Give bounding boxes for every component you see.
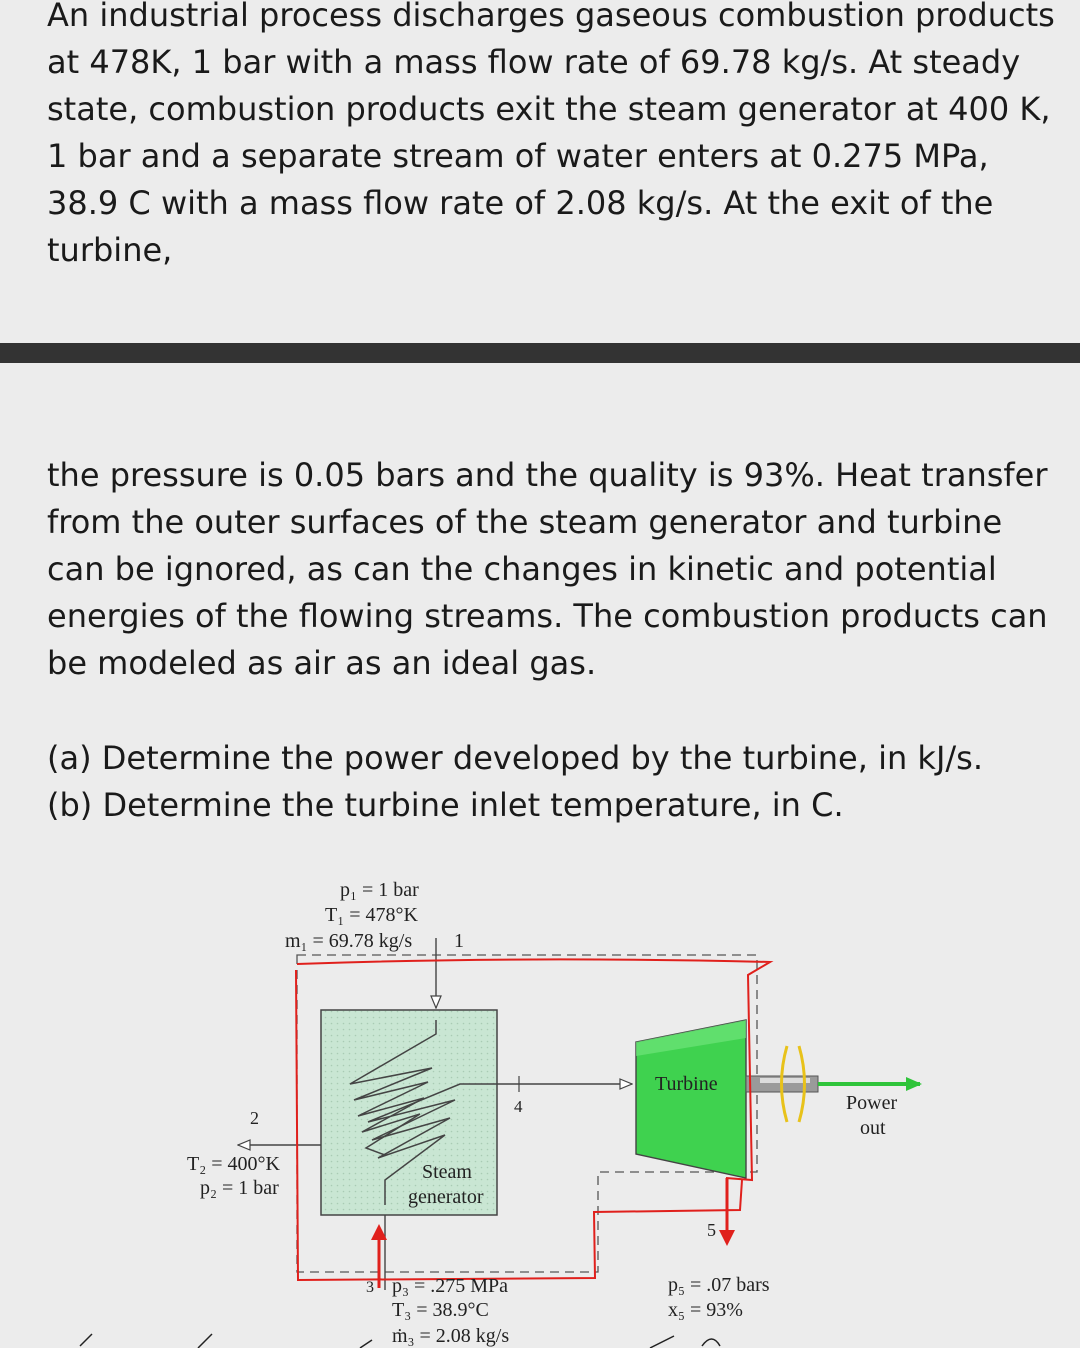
state3-pressure: p₃ = .275 MPa (392, 1275, 509, 1297)
power-out-label-line2: out (860, 1117, 886, 1139)
state1-temperature: T₁ = 478°K (325, 904, 418, 926)
state1-pressure: p₁ = 1 bar (340, 879, 419, 901)
turbine-label: Turbine (655, 1073, 718, 1095)
state4-number: 4 (514, 1097, 523, 1116)
steam-generator-label-line2: generator (408, 1186, 484, 1208)
state2-number: 2 (250, 1108, 259, 1128)
state3-temperature: T₃ = 38.9°C (392, 1299, 489, 1321)
state3-number: 3 (366, 1279, 374, 1296)
steam-generator-label-line1: Steam (422, 1161, 472, 1183)
state1-mass-flow: m₁ = 69.78 kg/s (285, 930, 413, 952)
problem-paragraph-1: An industrial process discharges gaseous combustion products at 478K, 1 bar with a mass flow rate of 69.78 kg/s. At steady state, combustion products exit the steam generator at 400 K, 1 bar and a separate stream of water enters at 0.275 MPa, 38.9 C with a mass flow rate of 2.08 kg/s. At the exit of the turbine, (47, 0, 1055, 269)
system-diagram (0, 860, 1080, 1348)
question-part-b: (b) Determine the turbine inlet temperature, in C. (47, 786, 844, 824)
state3-mass-flow: ṁ₃ = 2.08 kg/s (392, 1325, 510, 1347)
power-out-label-line1: Power (846, 1092, 898, 1114)
state5-quality: x₅ = 93% (668, 1299, 743, 1321)
state2-pressure: p₂ = 1 bar (200, 1177, 279, 1199)
steam-generator (321, 1010, 497, 1215)
state2-temperature: T₂ = 400°K (187, 1153, 280, 1175)
question-part-a: (a) Determine the power developed by the turbine, in kJ/s. (47, 739, 983, 777)
state1-number: 1 (454, 930, 464, 952)
state5-pressure: p₅ = .07 bars (668, 1274, 770, 1296)
state5-number: 5 (707, 1220, 716, 1240)
problem-paragraph-2: the pressure is 0.05 bars and the quality is 93%. Heat transfer from the outer surfaces of the steam generator and turbine can be ignored, as can the changes in kinetic and potential energies of the flowing streams. The combustion products can be modeled as air as an ideal gas. (47, 456, 1048, 682)
page-divider (0, 343, 1080, 363)
